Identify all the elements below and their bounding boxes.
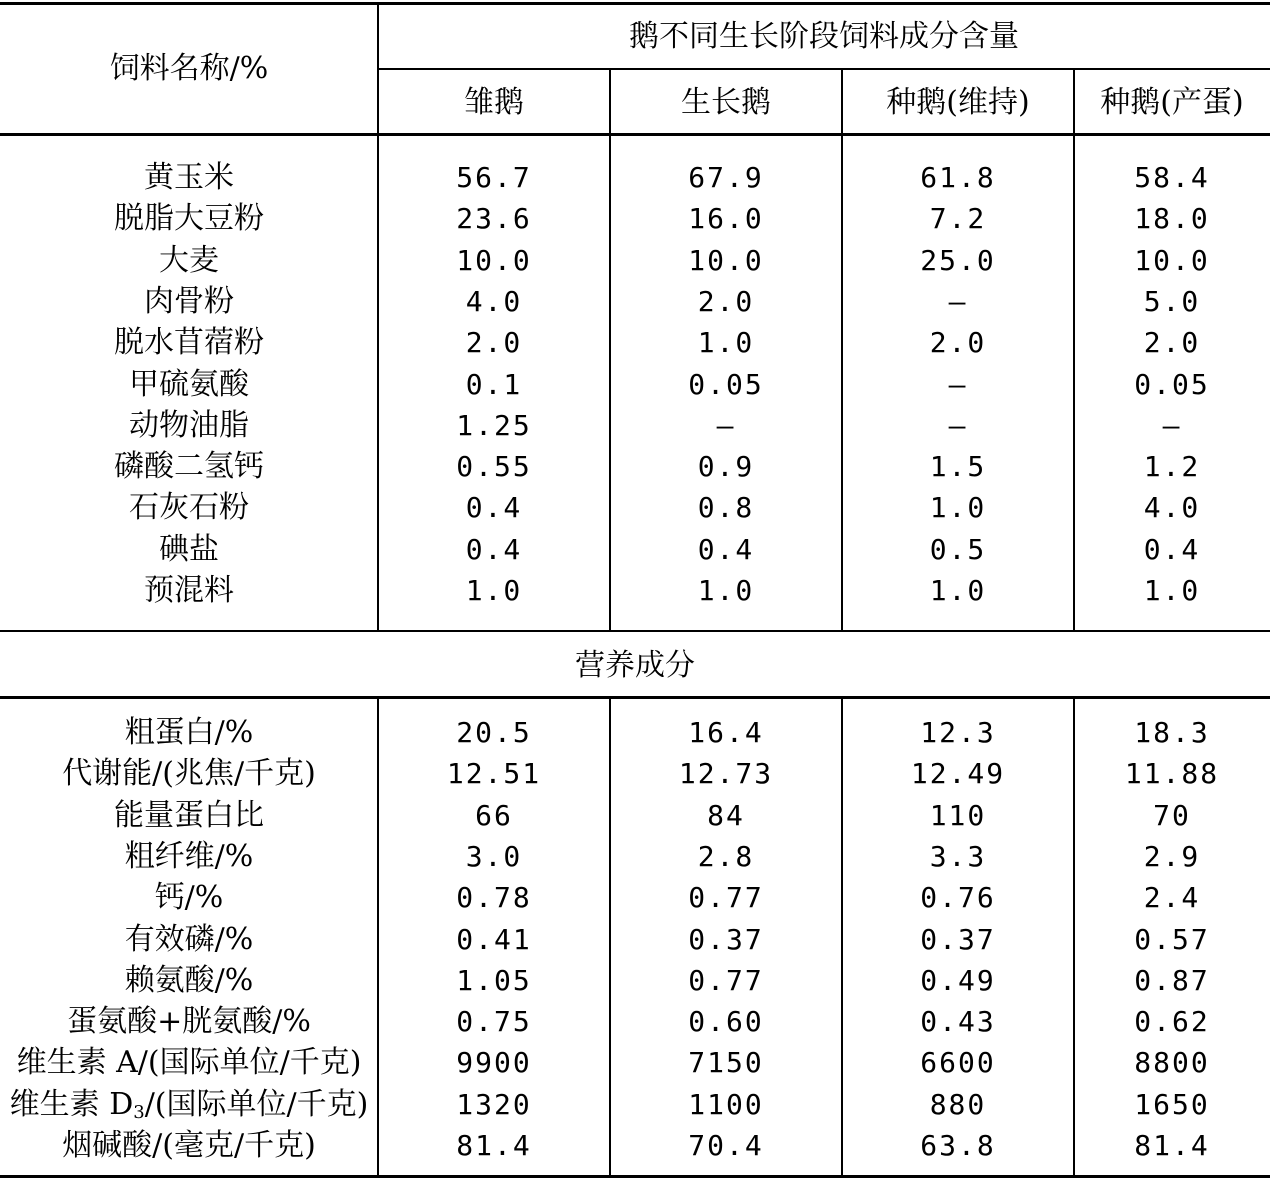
table-cell: — bbox=[948, 367, 968, 401]
table-cell: 1.2 bbox=[1143, 450, 1201, 484]
table-cell: 1.05 bbox=[456, 963, 532, 997]
table-cell: 0.37 bbox=[688, 922, 764, 956]
table-cell: — bbox=[948, 284, 968, 318]
table-cell: 12.49 bbox=[910, 757, 1006, 791]
table-cell: 9900 bbox=[456, 1046, 532, 1080]
table-cell: 2.8 bbox=[697, 839, 755, 873]
table-cell: 12.3 bbox=[920, 716, 996, 749]
row-name: 碘盐 bbox=[159, 531, 219, 567]
col-header-gosling: 雏鹅 bbox=[464, 85, 524, 120]
table-cell: 0.62 bbox=[1134, 1005, 1210, 1039]
table-cell: 10.0 bbox=[688, 243, 764, 277]
table-cell: 2.4 bbox=[1143, 881, 1201, 915]
table-cell: 0.77 bbox=[688, 881, 764, 915]
row-name: 肉骨粉 bbox=[144, 283, 234, 319]
table-cell: 11.88 bbox=[1124, 757, 1220, 791]
nutrition-top-rule bbox=[0, 630, 1270, 632]
row-name: 石灰石粉 bbox=[129, 490, 249, 526]
nutrition-bottom-rule bbox=[0, 696, 1270, 699]
table-cell: 0.5 bbox=[929, 532, 987, 566]
table-cell: 63.8 bbox=[920, 1129, 996, 1162]
table-cell: 0.78 bbox=[456, 881, 532, 915]
row-name bbox=[0, 1084, 378, 1125]
row-name: 预混料 bbox=[144, 573, 234, 608]
table-cell: 1320 bbox=[456, 1087, 532, 1121]
row-name: 代谢能/(兆焦/千克) bbox=[62, 756, 316, 792]
row-name: 粗纤维/% bbox=[124, 838, 254, 874]
table-cell: 4.0 bbox=[465, 284, 523, 318]
row-name: 蛋氨酸+胱氨酸/% bbox=[67, 1004, 311, 1040]
row-name: 动物油脂 bbox=[129, 407, 249, 443]
row-name: 能量蛋白比 bbox=[114, 797, 264, 833]
table-cell: 1.0 bbox=[697, 574, 755, 607]
table-cell: 0.43 bbox=[920, 1005, 996, 1039]
table-cell: 5.0 bbox=[1143, 284, 1201, 318]
row-name-suffix: /(国际单位/千克) bbox=[144, 1086, 369, 1122]
table-cell: — bbox=[716, 408, 736, 442]
table-cell: 70 bbox=[1153, 798, 1191, 832]
table-cell: 58.4 bbox=[1134, 161, 1210, 194]
table-cell: 56.7 bbox=[456, 161, 532, 194]
table-cell: 18.0 bbox=[1134, 202, 1210, 236]
table-cell: 8800 bbox=[1134, 1046, 1210, 1080]
table-cell: 1100 bbox=[688, 1087, 764, 1121]
nutrition-title: 营养成分 bbox=[575, 648, 695, 683]
row-name-prefix: 维生素 D bbox=[9, 1086, 134, 1122]
row-name-subscript: 3 bbox=[133, 1101, 145, 1123]
table-cell: 880 bbox=[929, 1087, 987, 1121]
table-cell: 0.4 bbox=[465, 491, 523, 525]
table-cell: 0.75 bbox=[456, 1005, 532, 1039]
row-name: 赖氨酸/% bbox=[124, 962, 254, 998]
table-cell: 3.3 bbox=[929, 839, 987, 873]
table-cell: 20.5 bbox=[456, 716, 532, 749]
table-cell: 2.0 bbox=[697, 284, 755, 318]
row-name: 磷酸二氢钙 bbox=[114, 449, 264, 485]
table-cell: 0.57 bbox=[1134, 922, 1210, 956]
table-cell: 10.0 bbox=[456, 243, 532, 277]
row-label-header: 饲料名称/% bbox=[109, 51, 269, 86]
table-cell: 1.25 bbox=[456, 408, 532, 442]
table-cell: 84 bbox=[707, 798, 745, 832]
table-cell: 10.0 bbox=[1134, 243, 1210, 277]
table-cell: 0.77 bbox=[688, 963, 764, 997]
table-cell: 67.9 bbox=[688, 161, 764, 194]
table-cell: 1.0 bbox=[697, 326, 755, 360]
row-name: 有效磷/% bbox=[124, 921, 254, 957]
table-cell: 0.9 bbox=[697, 450, 755, 484]
table-cell: 3.0 bbox=[465, 839, 523, 873]
table-cell: 0.60 bbox=[688, 1005, 764, 1039]
row-name: 维生素 A/(国际单位/千克) bbox=[16, 1045, 362, 1081]
table-cell: 110 bbox=[929, 798, 987, 832]
table-cell: 0.37 bbox=[920, 922, 996, 956]
table-cell: 0.4 bbox=[465, 532, 523, 566]
table-cell: 16.4 bbox=[688, 716, 764, 749]
table-cell: 12.51 bbox=[446, 757, 542, 791]
table-cell: 1650 bbox=[1134, 1087, 1210, 1121]
table-cell: 1.0 bbox=[465, 574, 523, 607]
row-name: 大麦 bbox=[159, 242, 219, 278]
table-cell: 1.0 bbox=[929, 574, 987, 607]
table-cell: 2.0 bbox=[929, 326, 987, 360]
row-name: 粗蛋白/% bbox=[124, 715, 254, 750]
table-cell: 0.41 bbox=[456, 922, 532, 956]
table-cell: 0.05 bbox=[1134, 367, 1210, 401]
row-name: 黄玉米 bbox=[144, 160, 234, 195]
table-cell: 1.0 bbox=[1143, 574, 1201, 607]
table-cell: 23.6 bbox=[456, 202, 532, 236]
table-cell: 0.87 bbox=[1134, 963, 1210, 997]
top-rule bbox=[0, 2, 1270, 5]
table-cell: 1.0 bbox=[929, 491, 987, 525]
table-cell: 6600 bbox=[920, 1046, 996, 1080]
row-name: 甲硫氨酸 bbox=[129, 366, 249, 402]
row-name: 脱水苜蓿粉 bbox=[114, 325, 264, 361]
table-cell: 2.0 bbox=[465, 326, 523, 360]
table-cell: — bbox=[1162, 408, 1182, 442]
table-cell: 0.49 bbox=[920, 963, 996, 997]
col-header-growing: 生长鹅 bbox=[681, 85, 771, 120]
table-cell: 81.4 bbox=[456, 1129, 532, 1162]
table-cell: 0.4 bbox=[1143, 532, 1201, 566]
table-cell: 61.8 bbox=[920, 161, 996, 194]
table-cell: 0.4 bbox=[697, 532, 755, 566]
table-cell: 0.1 bbox=[465, 367, 523, 401]
row-name: 烟碱酸/(毫克/千克) bbox=[62, 1128, 316, 1163]
table-cell: 4.0 bbox=[1143, 491, 1201, 525]
table-cell: 18.3 bbox=[1134, 716, 1210, 749]
table-cell: 25.0 bbox=[920, 243, 996, 277]
table-cell: — bbox=[948, 408, 968, 442]
table-cell: 0.76 bbox=[920, 881, 996, 915]
col-header-breeder-laying: 种鹅(产蛋) bbox=[1100, 85, 1244, 120]
row-name: 脱脂大豆粉 bbox=[114, 201, 264, 237]
group-title: 鹅不同生长阶段饲料成分含量 bbox=[629, 19, 1019, 54]
row-name: 钙/% bbox=[154, 880, 224, 916]
table-cell: 16.0 bbox=[688, 202, 764, 236]
table-cell: 70.4 bbox=[688, 1129, 764, 1162]
bottom-rule bbox=[0, 1175, 1270, 1178]
table-cell: 2.9 bbox=[1143, 839, 1201, 873]
table-cell: 81.4 bbox=[1134, 1129, 1210, 1162]
group-header-rule bbox=[378, 68, 1270, 70]
table-cell: 7.2 bbox=[929, 202, 987, 236]
table-cell: 1.5 bbox=[929, 450, 987, 484]
table-cell: 7150 bbox=[688, 1046, 764, 1080]
table-cell: 0.8 bbox=[697, 491, 755, 525]
table-cell: 12.73 bbox=[678, 757, 774, 791]
header-bottom-rule bbox=[0, 133, 1270, 136]
table-cell: 0.55 bbox=[456, 450, 532, 484]
table-cell: 66 bbox=[475, 798, 513, 832]
table-cell: 2.0 bbox=[1143, 326, 1201, 360]
table-cell: 0.05 bbox=[688, 367, 764, 401]
col-header-breeder-maintenance: 种鹅(维持) bbox=[886, 85, 1030, 120]
